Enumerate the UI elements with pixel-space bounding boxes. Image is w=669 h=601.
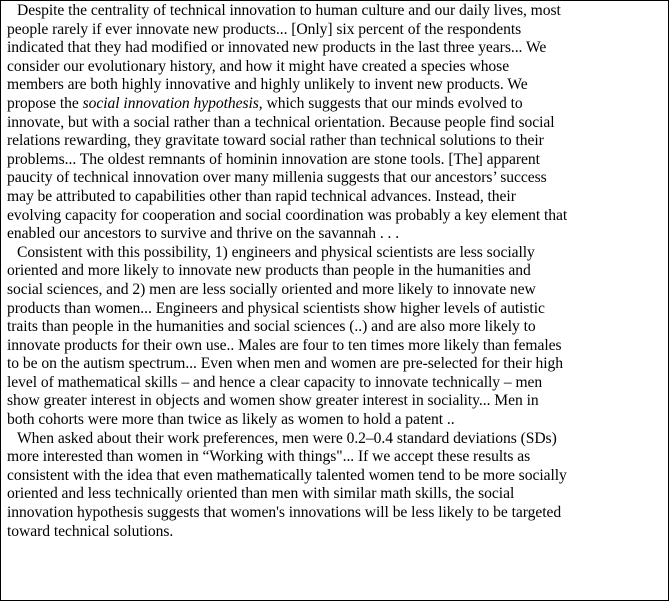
paragraph-2 xyxy=(7,244,663,430)
text-line-with-emphasis xyxy=(7,95,663,114)
text-line: social sciences, and 2) men are less socially oriented and more likely to innovate new xyxy=(7,280,536,298)
text-line: When asked about their work preferences, men were 0.2–0.4 standard deviations (SDs) xyxy=(17,429,557,447)
text-line: oriented and more likely to innovate new products than people in the humanities and xyxy=(7,262,531,280)
text-line: paucity of technical innovation over many millenia suggests that our ancestors’ success xyxy=(7,169,547,187)
text-line: relations rewarding, they gravitate toward social rather than technical solutions to their xyxy=(7,132,544,150)
text-line: problems... The oldest remnants of hominin innovation are stone tools. [The] apparent xyxy=(7,150,540,168)
text-line: consistent with the idea that even mathematically talented women tend to be more socially xyxy=(7,466,567,484)
text-line: may be attributed to capabilities other than rapid technical advances. Instead, their xyxy=(7,187,516,205)
emphasized-term: social innovation hypothesis, xyxy=(82,94,263,112)
text-line: evolving capacity for cooperation and social coordination was probably a key element that xyxy=(7,206,568,224)
line-suffix: which suggests that our minds evolved to xyxy=(262,94,523,112)
text-line: innovate products for their own use.. Males are four to ten times more likely than females xyxy=(7,336,562,354)
text-line: both cohorts were more than twice as likely as women to hold a patent .. xyxy=(7,411,455,429)
text-line: indicated that they had modified or innovated new products in the last three years... We xyxy=(7,39,547,57)
text-line: consider our evolutionary history, and how it might have created a species whose xyxy=(7,57,510,75)
text-line: members are both highly innovative and highly unlikely to invent new products. We xyxy=(7,76,528,94)
text-line: Despite the centrality of technical innovation to human culture and our daily lives, most xyxy=(17,2,561,19)
paragraph-1 xyxy=(7,2,663,244)
text-line: products than women... Engineers and physical scientists show higher levels of autistic xyxy=(7,299,545,317)
quote-text-body xyxy=(7,2,663,541)
text-line: toward technical solutions. xyxy=(7,522,174,540)
line-prefix: propose the xyxy=(7,94,83,112)
text-line: innovation hypothesis suggests that women's innovations will be less likely to be targeted xyxy=(7,504,562,522)
text-line: show greater interest in objects and women show greater interest in sociality... Men in xyxy=(7,392,539,410)
text-line: traits than people in the humanities and social sciences (..) and are also more likely to xyxy=(7,318,536,336)
paragraph-3 xyxy=(7,430,663,542)
text-line: more interested than women in “Working with things"... If we accept these results as xyxy=(7,448,531,466)
text-line: to be on the autism spectrum... Even when men and women are pre-selected for their high xyxy=(7,355,563,373)
text-line: oriented and less technically oriented than men with similar math skills, the social xyxy=(7,485,515,503)
text-line: Consistent with this possibility, 1) engineers and physical scientists are less socially xyxy=(17,243,535,261)
text-line: innovate, but with a social rather than a technical orientation. Because people find social xyxy=(7,113,555,131)
text-line: people rarely if ever innovate new products... [Only] six percent of the respondents xyxy=(7,20,522,38)
text-line: level of mathematical skills – and hence a clear capacity to innovate technically – men xyxy=(7,373,543,391)
text-line: enabled our ancestors to survive and thrive on the savannah . . . xyxy=(7,225,400,243)
